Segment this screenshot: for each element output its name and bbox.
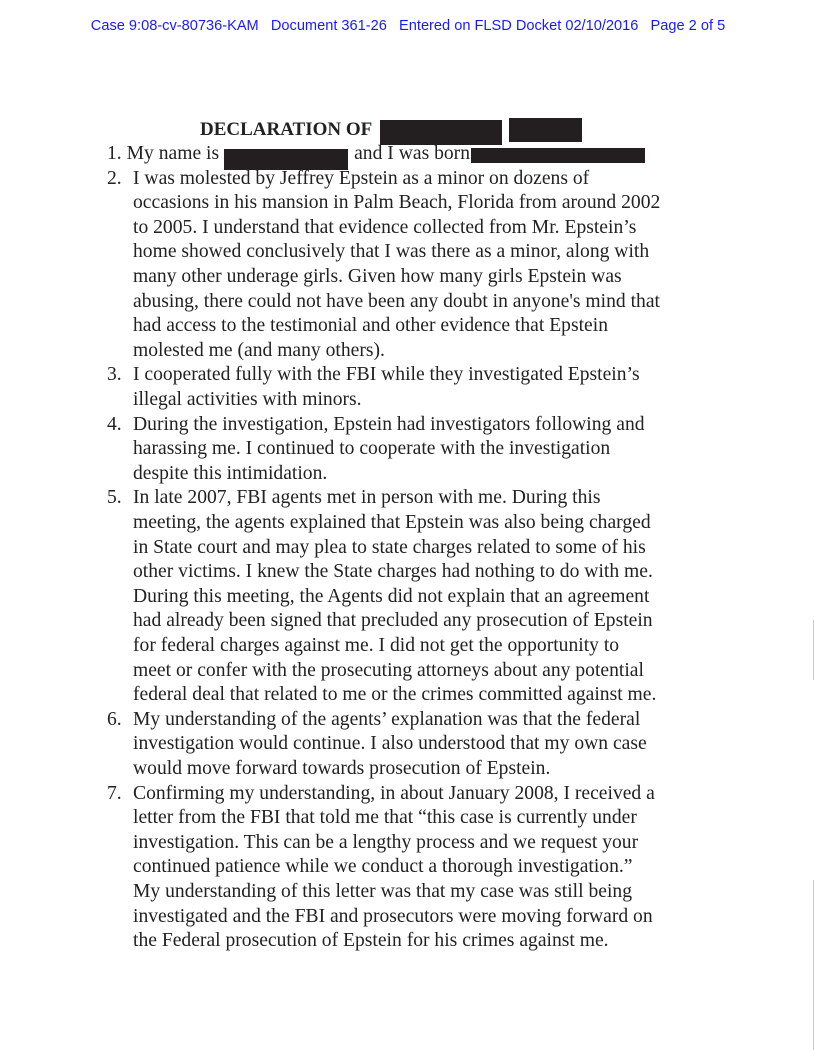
declaration-title: DECLARATION OF xyxy=(200,119,373,140)
paragraph-line: molested me (and many others). xyxy=(133,339,385,361)
paragraph-line: many other underage girls. Given how many girls Epstein was xyxy=(133,266,622,287)
paragraph-line: 1. My name is xyxy=(107,143,220,164)
paragraph-line: letter from the FBI that told me that “this case is currently under xyxy=(133,807,637,829)
paragraph-line: for federal charges against me. I did not get the opportunity to xyxy=(133,635,620,656)
paragraph-line: continued patience while we conduct a thorough investigation.” xyxy=(133,856,633,878)
docket-header: Case 9:08-cv-80736-KAM Document 361-26 Entered on FLSD Docket 02/10/2016 Page 2 of 5 xyxy=(90,18,726,34)
title-row xyxy=(200,118,582,145)
paragraph-line: despite this intimidation. xyxy=(133,462,328,484)
paragraph-line: had already been signed that precluded any prosecution of Epstein xyxy=(133,610,653,632)
paragraph-line: had access to the testimonial and other evidence that Epstein xyxy=(133,315,608,337)
paragraph-line: meet or confer with the prosecuting attorneys about any potential xyxy=(133,659,644,681)
line-1 xyxy=(107,143,645,170)
paragraph-line: other victims. I knew the State charges had nothing to do with me. xyxy=(133,561,653,583)
paragraph-line: I was molested by Jeffrey Epstein as a minor on dozens of xyxy=(133,167,590,189)
item-number: 6. xyxy=(107,708,122,730)
paragraph-line: Confirming my understanding, in about January 2008, I received a xyxy=(133,782,655,804)
paragraph-line: would move forward towards prosecution of Epstein. xyxy=(133,758,551,779)
paragraph-line: My understanding of this letter was that my case was still being xyxy=(133,881,632,902)
paragraph-line: In late 2007, FBI agents met in person with me. During this xyxy=(133,487,601,509)
page-edge xyxy=(813,880,814,1050)
paragraph-line: federal deal that related to me or the crimes committed against me. xyxy=(133,684,657,706)
paragraph-line: My understanding of the agents’ explanation was that the federal xyxy=(133,708,641,730)
item-number: 3. xyxy=(107,364,122,386)
paragraph-line: home showed conclusively that I was there as a minor, along with xyxy=(133,241,650,263)
paragraph-line: I cooperated fully with the FBI while they investigated Epstein’s xyxy=(133,364,640,386)
page-edge xyxy=(813,620,814,680)
paragraph-line: the Federal prosecution of Epstein for his crimes against me. xyxy=(133,930,609,952)
paragraph-line: harassing me. I continued to cooperate with the investigation xyxy=(133,438,611,460)
paragraph-line: investigation. This can be a lengthy process and we request your xyxy=(133,831,639,853)
redaction-box xyxy=(471,148,645,163)
item-number: 2. xyxy=(107,167,122,189)
paragraph-line: During this meeting, the Agents did not explain that an agreement xyxy=(133,585,650,607)
paragraph-line: and I was born xyxy=(354,143,471,164)
redaction-box xyxy=(509,118,582,142)
paragraph-line: occasions in his mansion in Palm Beach, Florida from around 2002 xyxy=(133,192,661,214)
paragraph-line: investigation would continue. I also understood that my own case xyxy=(133,733,647,755)
item-number: 4. xyxy=(107,413,122,435)
redaction-box xyxy=(380,120,502,145)
paragraph-line: illegal activities with minors. xyxy=(133,389,362,410)
paragraph-line: investigated and the FBI and prosecutors were moving forward on xyxy=(133,905,653,927)
paragraph-line: During the investigation, Epstein had investigators following and xyxy=(133,413,645,435)
paragraph-line: to 2005. I understand that evidence collected from Mr. Epstein’s xyxy=(133,216,637,238)
paragraph-line: meeting, the agents explained that Epstein was also being charged xyxy=(133,512,651,533)
paragraph-line: abusing, there could not have been any doubt in anyone's mind that xyxy=(133,290,660,312)
item-number: 5. xyxy=(107,487,122,509)
item-number: 7. xyxy=(107,782,122,804)
paragraph-line: in State court and may plea to state charges related to some of his xyxy=(133,536,646,558)
